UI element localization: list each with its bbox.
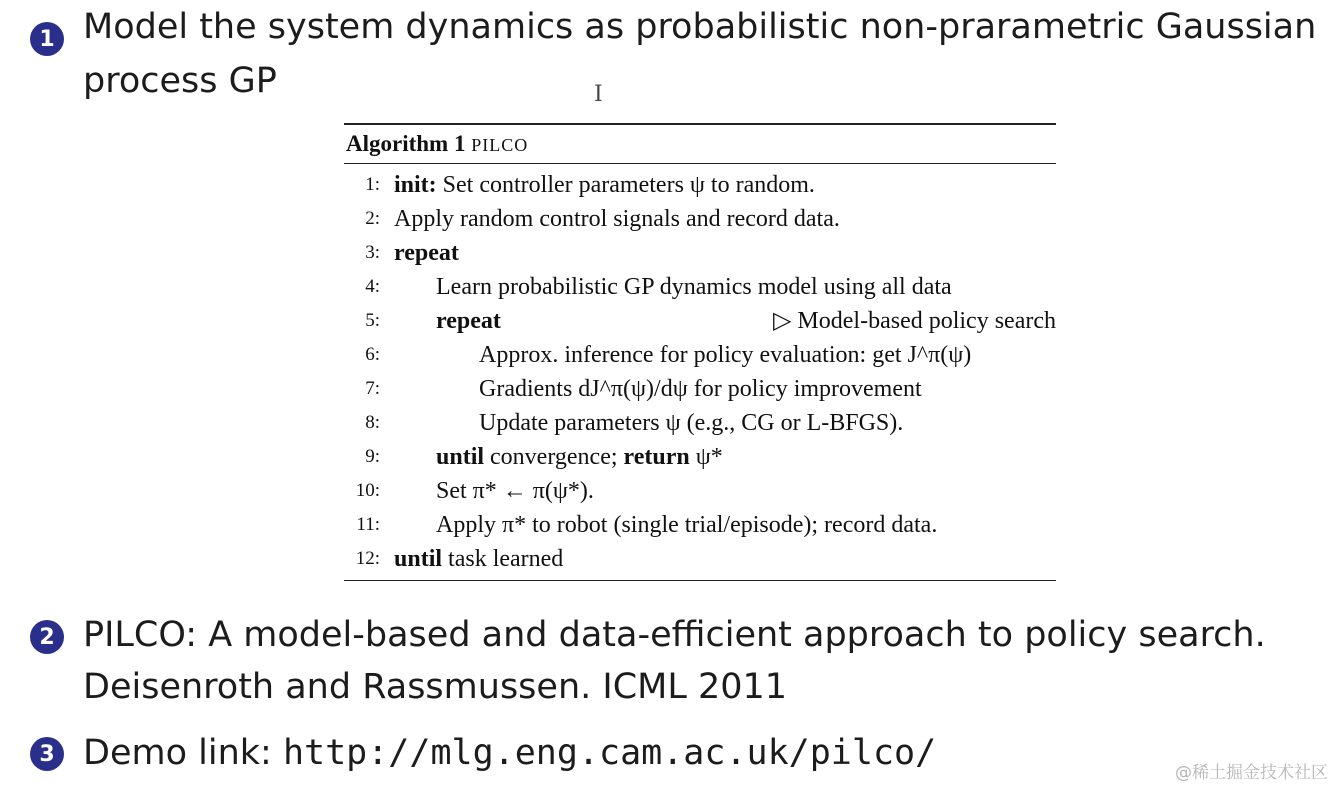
algorithm-line xyxy=(344,168,1056,202)
algorithm-line xyxy=(344,202,1056,236)
text-cursor-icon: I xyxy=(594,82,603,107)
bullet-number-3: 3 xyxy=(30,737,64,771)
keyword: return xyxy=(623,444,690,470)
bullet-number-2: 2 xyxy=(30,620,64,654)
line-text: Learn probabilistic GP dynamics model using all data xyxy=(436,274,952,300)
algorithm-line xyxy=(344,474,1056,508)
bullet-1-text-line2: process GP xyxy=(83,61,277,101)
algorithm-line xyxy=(344,304,1056,338)
algorithm-line xyxy=(344,338,1056,372)
algorithm-line xyxy=(344,372,1056,406)
algorithm-line xyxy=(344,508,1056,542)
bullet-2-text-line2: Deisenroth and Rassmussen. ICML 2011 xyxy=(83,667,788,707)
algorithm-line xyxy=(344,406,1056,440)
line-text: Set controller parameters ψ to random. xyxy=(436,172,815,198)
line-comment: ▷ Model-based policy search xyxy=(772,308,1056,334)
algorithm-line xyxy=(344,270,1056,304)
line-number: 7: xyxy=(365,378,380,399)
bullet-3-text xyxy=(83,726,936,780)
algorithm-bottom-rule xyxy=(344,580,1056,581)
watermark: @稀土掘金技术社区 xyxy=(1175,763,1328,783)
line-number: 5: xyxy=(365,310,380,331)
algorithm-name: PILCO xyxy=(471,135,529,155)
algorithm-line xyxy=(344,542,1056,576)
keyword: repeat xyxy=(394,240,459,266)
demo-link-url[interactable]: http://mlg.eng.cam.ac.uk/pilco/ xyxy=(282,733,937,773)
line-number: 1: xyxy=(365,174,380,195)
line-text: convergence; xyxy=(484,444,624,470)
keyword: until xyxy=(436,444,485,470)
algorithm-lines xyxy=(344,164,1056,580)
keyword: init: xyxy=(394,172,437,198)
algorithm-line xyxy=(344,440,1056,474)
algorithm-line xyxy=(344,236,1056,270)
demo-link-label: Demo link: xyxy=(83,733,283,773)
algorithm-title xyxy=(344,125,1056,163)
line-number: 12: xyxy=(355,548,380,569)
line-number: 9: xyxy=(365,446,380,467)
line-number: 8: xyxy=(365,412,380,433)
line-number: 10: xyxy=(355,480,380,501)
algorithm-label: Algorithm 1 xyxy=(346,131,466,156)
line-body xyxy=(436,440,723,474)
line-number: 2: xyxy=(365,208,380,229)
keyword: repeat xyxy=(436,308,501,334)
line-text: Approx. inference for policy evaluation: get J^π(ψ) xyxy=(479,342,972,368)
line-text: Set π* ← π(ψ*). xyxy=(436,478,594,504)
line-body xyxy=(394,168,815,202)
line-number: 11: xyxy=(356,514,380,535)
line-text: Apply random control signals and record data. xyxy=(394,206,840,232)
keyword: until xyxy=(394,546,443,572)
line-body xyxy=(394,542,563,576)
line-text: ψ* xyxy=(689,444,723,470)
bullet-1-text-line1: Model the system dynamics as probabilistic non-prarametric Gaussian xyxy=(83,7,1317,47)
bullet-2-text-line1: PILCO: A model-based and data-efficient approach to policy search. xyxy=(83,615,1266,655)
algorithm-box xyxy=(344,123,1056,581)
line-number: 3: xyxy=(365,242,380,263)
line-number: 4: xyxy=(365,276,380,297)
bullet-number-1: 1 xyxy=(30,22,64,56)
line-text: Gradients dJ^π(ψ)/dψ for policy improvement xyxy=(479,376,922,402)
line-text: Update parameters ψ (e.g., CG or L-BFGS). xyxy=(479,410,904,436)
line-text: task learned xyxy=(442,546,564,572)
line-number: 6: xyxy=(365,344,380,365)
line-text: Apply π* to robot (single trial/episode); record data. xyxy=(436,512,938,538)
